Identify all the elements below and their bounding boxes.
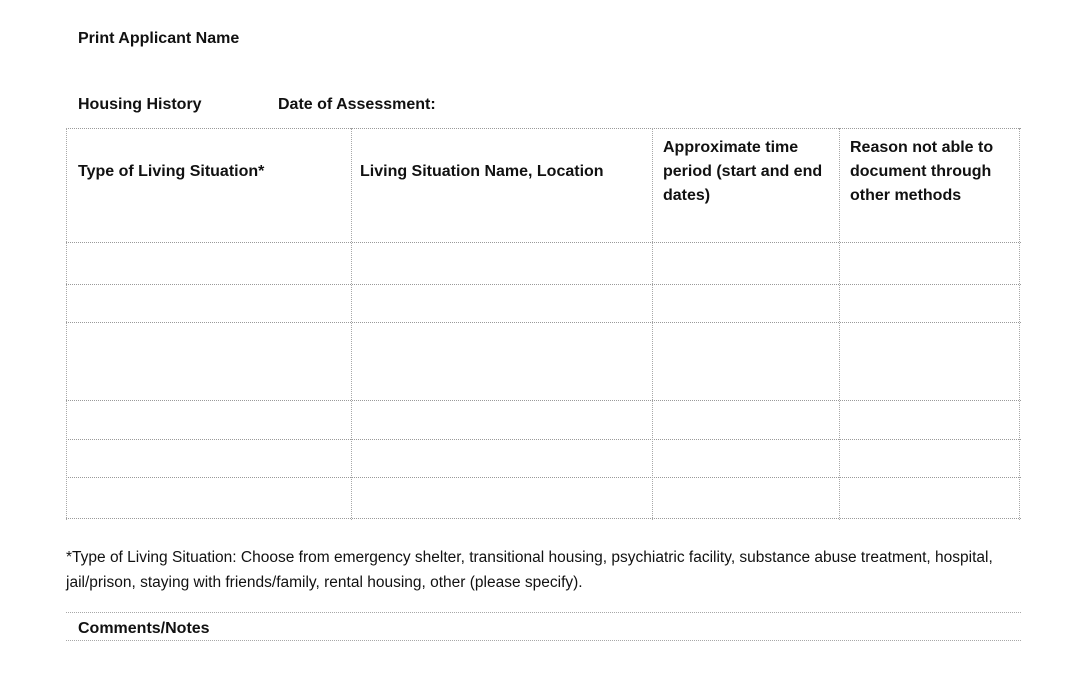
header-time-period: Approximate time period (start and end dates) (663, 139, 823, 204)
table-row-divider (66, 439, 1021, 440)
comments-top-rule (66, 612, 1021, 613)
table-column-divider (839, 128, 840, 520)
comments-notes-label: Comments/Notes (78, 620, 210, 637)
living-situation-footnote: *Type of Living Situation: Choose from emergency shelter, transitional housing, psychiatric facility, substance abuse treatment, hospital, jail/prison, staying with friends/family, rental housing, other (please specify). (66, 549, 993, 591)
table-border-left (66, 128, 67, 520)
table-column-divider (652, 128, 653, 520)
assessment-date-label: Date of Assessment: (278, 96, 436, 113)
header-reason-not-documented: Reason not able to document through other methods (850, 139, 994, 204)
header-living-situation-name: Living Situation Name, Location (360, 163, 604, 180)
comments-line (66, 640, 1021, 641)
table-row-divider (66, 242, 1021, 243)
header-living-situation-type: Type of Living Situation* (78, 163, 265, 180)
table-row-divider (66, 322, 1021, 323)
table-column-divider (351, 128, 352, 520)
table-row-divider (66, 400, 1021, 401)
table-border-bottom (66, 518, 1021, 519)
table-row-divider (66, 284, 1021, 285)
table-border-top (66, 128, 1021, 129)
housing-history-table (66, 128, 1021, 520)
housing-history-label: Housing History (78, 96, 202, 113)
applicant-name-label: Print Applicant Name (78, 30, 240, 47)
table-row-divider (66, 477, 1021, 478)
